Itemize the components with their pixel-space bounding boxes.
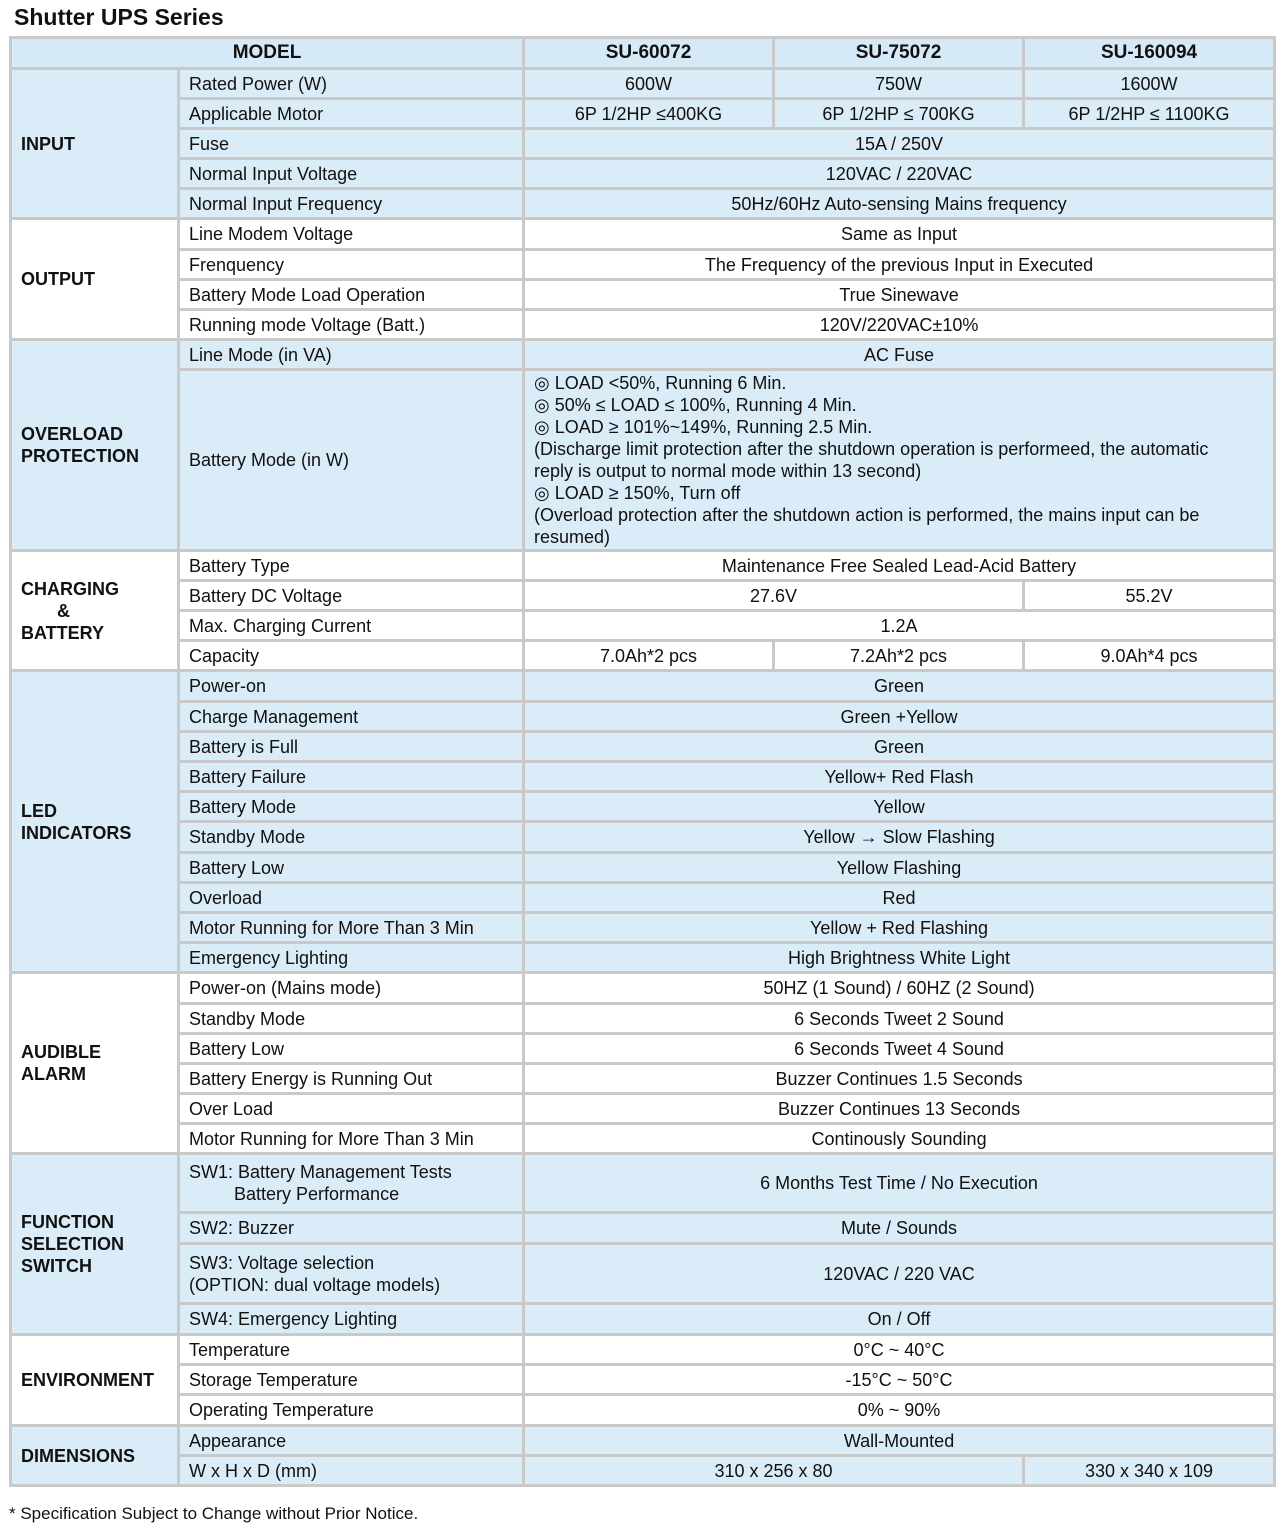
detail-line: (Overload protection after the shutdown action is performed, the mains input can be	[534, 505, 1200, 525]
section-label: &	[57, 600, 70, 621]
detail-line: (Discharge limit protection after the shutdown operation is performeed, the automatic	[534, 439, 1209, 459]
battery-mode-details	[524, 370, 1275, 551]
row-value: 1600W	[1024, 69, 1275, 99]
table-row	[11, 732, 1275, 762]
row-value: 7.2Ah*2 pcs	[774, 641, 1024, 671]
row-value: Buzzer Continues 1.5 Seconds	[524, 1064, 1275, 1094]
table-row	[11, 1213, 1275, 1244]
row-value: Mute / Sounds	[524, 1213, 1275, 1244]
section-label: AUDIBLE	[21, 1042, 101, 1062]
section-overload	[11, 340, 179, 551]
row-value: Maintenance Free Sealed Lead-Acid Battery	[524, 551, 1275, 581]
section-output: OUTPUT	[11, 219, 179, 340]
table-row	[11, 853, 1275, 883]
sw1-label	[179, 1154, 524, 1213]
row-label: (OPTION: dual voltage models)	[189, 1274, 441, 1295]
row-label: Max. Charging Current	[179, 611, 524, 641]
detail-line: ◎ 50% ≤ LOAD ≤ 100%, Running 4 Min.	[534, 395, 857, 415]
section-environment: ENVIRONMENT	[11, 1335, 179, 1426]
row-value: True Sinewave	[524, 280, 1275, 310]
row-label: Applicable Motor	[179, 99, 524, 129]
section-label: PROTECTION	[21, 446, 140, 466]
row-value: 6P 1/2HP ≤400KG	[524, 99, 774, 129]
row-value: Wall-Mounted	[524, 1426, 1275, 1456]
row-value: 330 x 340 x 109	[1024, 1456, 1275, 1486]
table-row	[11, 973, 1275, 1004]
row-value: 50HZ (1 Sound) / 60HZ (2 Sound)	[524, 973, 1275, 1004]
detail-line: reply is output to normal mode within 13 second)	[534, 461, 922, 481]
table-row	[11, 1154, 1275, 1213]
section-label: CHARGING	[21, 578, 119, 599]
row-value: Yellow + Red Flashing	[524, 913, 1275, 943]
row-value: Green	[524, 671, 1275, 702]
row-label: Normal Input Voltage	[179, 159, 524, 189]
row-value: 6P 1/2HP ≤ 700KG	[774, 99, 1024, 129]
row-label: Fuse	[179, 129, 524, 159]
table-row	[11, 762, 1275, 792]
row-label: Battery Energy is Running Out	[179, 1064, 524, 1094]
table-row	[11, 702, 1275, 732]
table-row	[11, 1304, 1275, 1335]
row-value: 120VAC / 220 VAC	[524, 1244, 1275, 1304]
row-label: Frenquency	[179, 250, 524, 280]
table-row	[11, 310, 1275, 340]
table-row	[11, 1124, 1275, 1154]
table-row	[11, 189, 1275, 219]
row-label: Battery Mode (in W)	[179, 370, 524, 551]
table-row	[11, 1426, 1275, 1456]
detail-line: ◎ LOAD ≥ 101%~149%, Running 2.5 Min.	[534, 417, 873, 437]
table-row	[11, 280, 1275, 310]
detail-line: ◎ LOAD ≥ 150%, Turn off	[534, 483, 741, 503]
row-value: Yellow+ Red Flash	[524, 762, 1275, 792]
row-value: High Brightness White Light	[524, 943, 1275, 973]
row-label: Overload	[179, 883, 524, 913]
row-value: Buzzer Continues 13 Seconds	[524, 1094, 1275, 1124]
row-label: Line Modem Voltage	[179, 219, 524, 250]
row-value: 0°C ~ 40°C	[524, 1335, 1275, 1365]
table-row	[11, 1004, 1275, 1034]
page-title: Shutter UPS Series	[14, 4, 224, 30]
row-value: 6 Seconds Tweet 2 Sound	[524, 1004, 1275, 1034]
section-led	[11, 671, 179, 973]
row-label: Line Mode (in VA)	[179, 340, 524, 370]
section-label: SELECTION	[21, 1234, 125, 1254]
section-label: ALARM	[21, 1064, 86, 1084]
row-value: Same as Input	[524, 219, 1275, 250]
row-value: 600W	[524, 69, 774, 99]
row-label: Capacity	[179, 641, 524, 671]
table-row	[11, 159, 1275, 189]
row-label: Battery Type	[179, 551, 524, 581]
row-label: W x H x D (mm)	[179, 1456, 524, 1486]
row-value: Green +Yellow	[524, 702, 1275, 732]
row-label: Battery Performance	[189, 1184, 400, 1204]
row-value: 6 Months Test Time / No Execution	[524, 1154, 1275, 1213]
row-value: 50Hz/60Hz Auto-sensing Mains frequency	[524, 189, 1275, 219]
row-label: Appearance	[179, 1426, 524, 1456]
row-label: Emergency Lighting	[179, 943, 524, 973]
row-label: Battery DC Voltage	[179, 581, 524, 611]
row-value: 27.6V	[524, 581, 1024, 611]
row-value: 6 Seconds Tweet 4 Sound	[524, 1034, 1275, 1064]
row-label: Battery Mode Load Operation	[179, 280, 524, 310]
row-value: Yellow → Slow Flashing	[524, 822, 1275, 853]
row-label: Battery Mode	[179, 792, 524, 822]
table-row	[11, 1034, 1275, 1064]
sw3-label	[179, 1244, 524, 1304]
row-value: On / Off	[524, 1304, 1275, 1335]
row-label: SW3: Voltage selection	[189, 1252, 375, 1273]
row-value: 120VAC / 220VAC	[524, 159, 1275, 189]
section-alarm	[11, 973, 179, 1154]
row-label: Motor Running for More Than 3 Min	[179, 1124, 524, 1154]
row-value: 1.2A	[524, 611, 1275, 641]
row-label: Power-on (Mains mode)	[179, 973, 524, 1004]
row-label: Running mode Voltage (Batt.)	[179, 310, 524, 340]
footnote: * Specification Subject to Change without Prior Notice.	[9, 1504, 419, 1523]
table-row	[11, 551, 1275, 581]
model-name: SU-160094	[1024, 38, 1275, 69]
table-row	[11, 671, 1275, 702]
table-row	[11, 822, 1275, 853]
row-label: Over Load	[179, 1094, 524, 1124]
row-label: Storage Temperature	[179, 1365, 524, 1395]
row-value: Red	[524, 883, 1275, 913]
row-label: SW1: Battery Management Tests	[189, 1162, 452, 1182]
table-row	[11, 913, 1275, 943]
row-label: Charge Management	[179, 702, 524, 732]
row-label: Operating Temperature	[179, 1395, 524, 1426]
table-row	[11, 883, 1275, 913]
row-label: Battery Low	[179, 1034, 524, 1064]
section-dimensions: DIMENSIONS	[11, 1426, 179, 1486]
section-label: SWITCH	[21, 1256, 92, 1276]
table-row	[11, 1456, 1275, 1486]
detail-line: ◎ LOAD <50%, Running 6 Min.	[534, 373, 787, 393]
table-row	[11, 99, 1275, 129]
header-row	[11, 38, 1275, 69]
table-row	[11, 370, 1275, 551]
row-value: The Frequency of the previous Input in Executed	[524, 250, 1275, 280]
row-value: 120V/220VAC±10%	[524, 310, 1275, 340]
table-row	[11, 250, 1275, 280]
table-row	[11, 340, 1275, 370]
row-label: Power-on	[179, 671, 524, 702]
row-value: 9.0Ah*4 pcs	[1024, 641, 1275, 671]
row-label: Standby Mode	[179, 822, 524, 853]
section-label: OVERLOAD	[21, 424, 124, 444]
table-row	[11, 1335, 1275, 1365]
row-label: SW4: Emergency Lighting	[179, 1304, 524, 1335]
section-label: LED	[21, 800, 57, 821]
table-row	[11, 1094, 1275, 1124]
table-row	[11, 69, 1275, 99]
table-row	[11, 219, 1275, 250]
table-row	[11, 1064, 1275, 1094]
row-label: Battery Low	[179, 853, 524, 883]
row-value: -15°C ~ 50°C	[524, 1365, 1275, 1395]
row-value: 6P 1/2HP ≤ 1100KG	[1024, 99, 1275, 129]
row-label: Normal Input Frequency	[179, 189, 524, 219]
row-value: 750W	[774, 69, 1024, 99]
row-label: Rated Power (W)	[179, 69, 524, 99]
section-label: FUNCTION	[21, 1212, 114, 1232]
model-header: MODEL	[11, 38, 524, 69]
table-row	[11, 611, 1275, 641]
table-row	[11, 129, 1275, 159]
spec-table	[9, 36, 1276, 1487]
section-label: INDICATORS	[21, 822, 132, 843]
row-value: 15A / 250V	[524, 129, 1275, 159]
row-value: 310 x 256 x 80	[524, 1456, 1024, 1486]
row-value: Yellow Flashing	[524, 853, 1275, 883]
section-input: INPUT	[11, 69, 179, 219]
section-label: BATTERY	[21, 622, 104, 643]
row-value: AC Fuse	[524, 340, 1275, 370]
table-row	[11, 581, 1275, 611]
table-row	[11, 1244, 1275, 1304]
detail-line: resumed)	[534, 527, 611, 547]
row-value: 7.0Ah*2 pcs	[524, 641, 774, 671]
row-label: Motor Running for More Than 3 Min	[179, 913, 524, 943]
model-name: SU-75072	[774, 38, 1024, 69]
row-value: Green	[524, 732, 1275, 762]
section-function-switch	[11, 1154, 179, 1335]
row-value: Yellow	[524, 792, 1275, 822]
row-value: 0% ~ 90%	[524, 1395, 1275, 1426]
row-label: Battery is Full	[179, 732, 524, 762]
table-row	[11, 1395, 1275, 1426]
model-name: SU-60072	[524, 38, 774, 69]
row-value: 55.2V	[1024, 581, 1275, 611]
row-label: Standby Mode	[179, 1004, 524, 1034]
table-row	[11, 641, 1275, 671]
table-row	[11, 1365, 1275, 1395]
row-value: Continously Sounding	[524, 1124, 1275, 1154]
row-label: Battery Failure	[179, 762, 524, 792]
section-charging	[11, 551, 179, 671]
table-row	[11, 792, 1275, 822]
row-label: SW2: Buzzer	[179, 1213, 524, 1244]
row-label: Temperature	[179, 1335, 524, 1365]
table-row	[11, 943, 1275, 973]
